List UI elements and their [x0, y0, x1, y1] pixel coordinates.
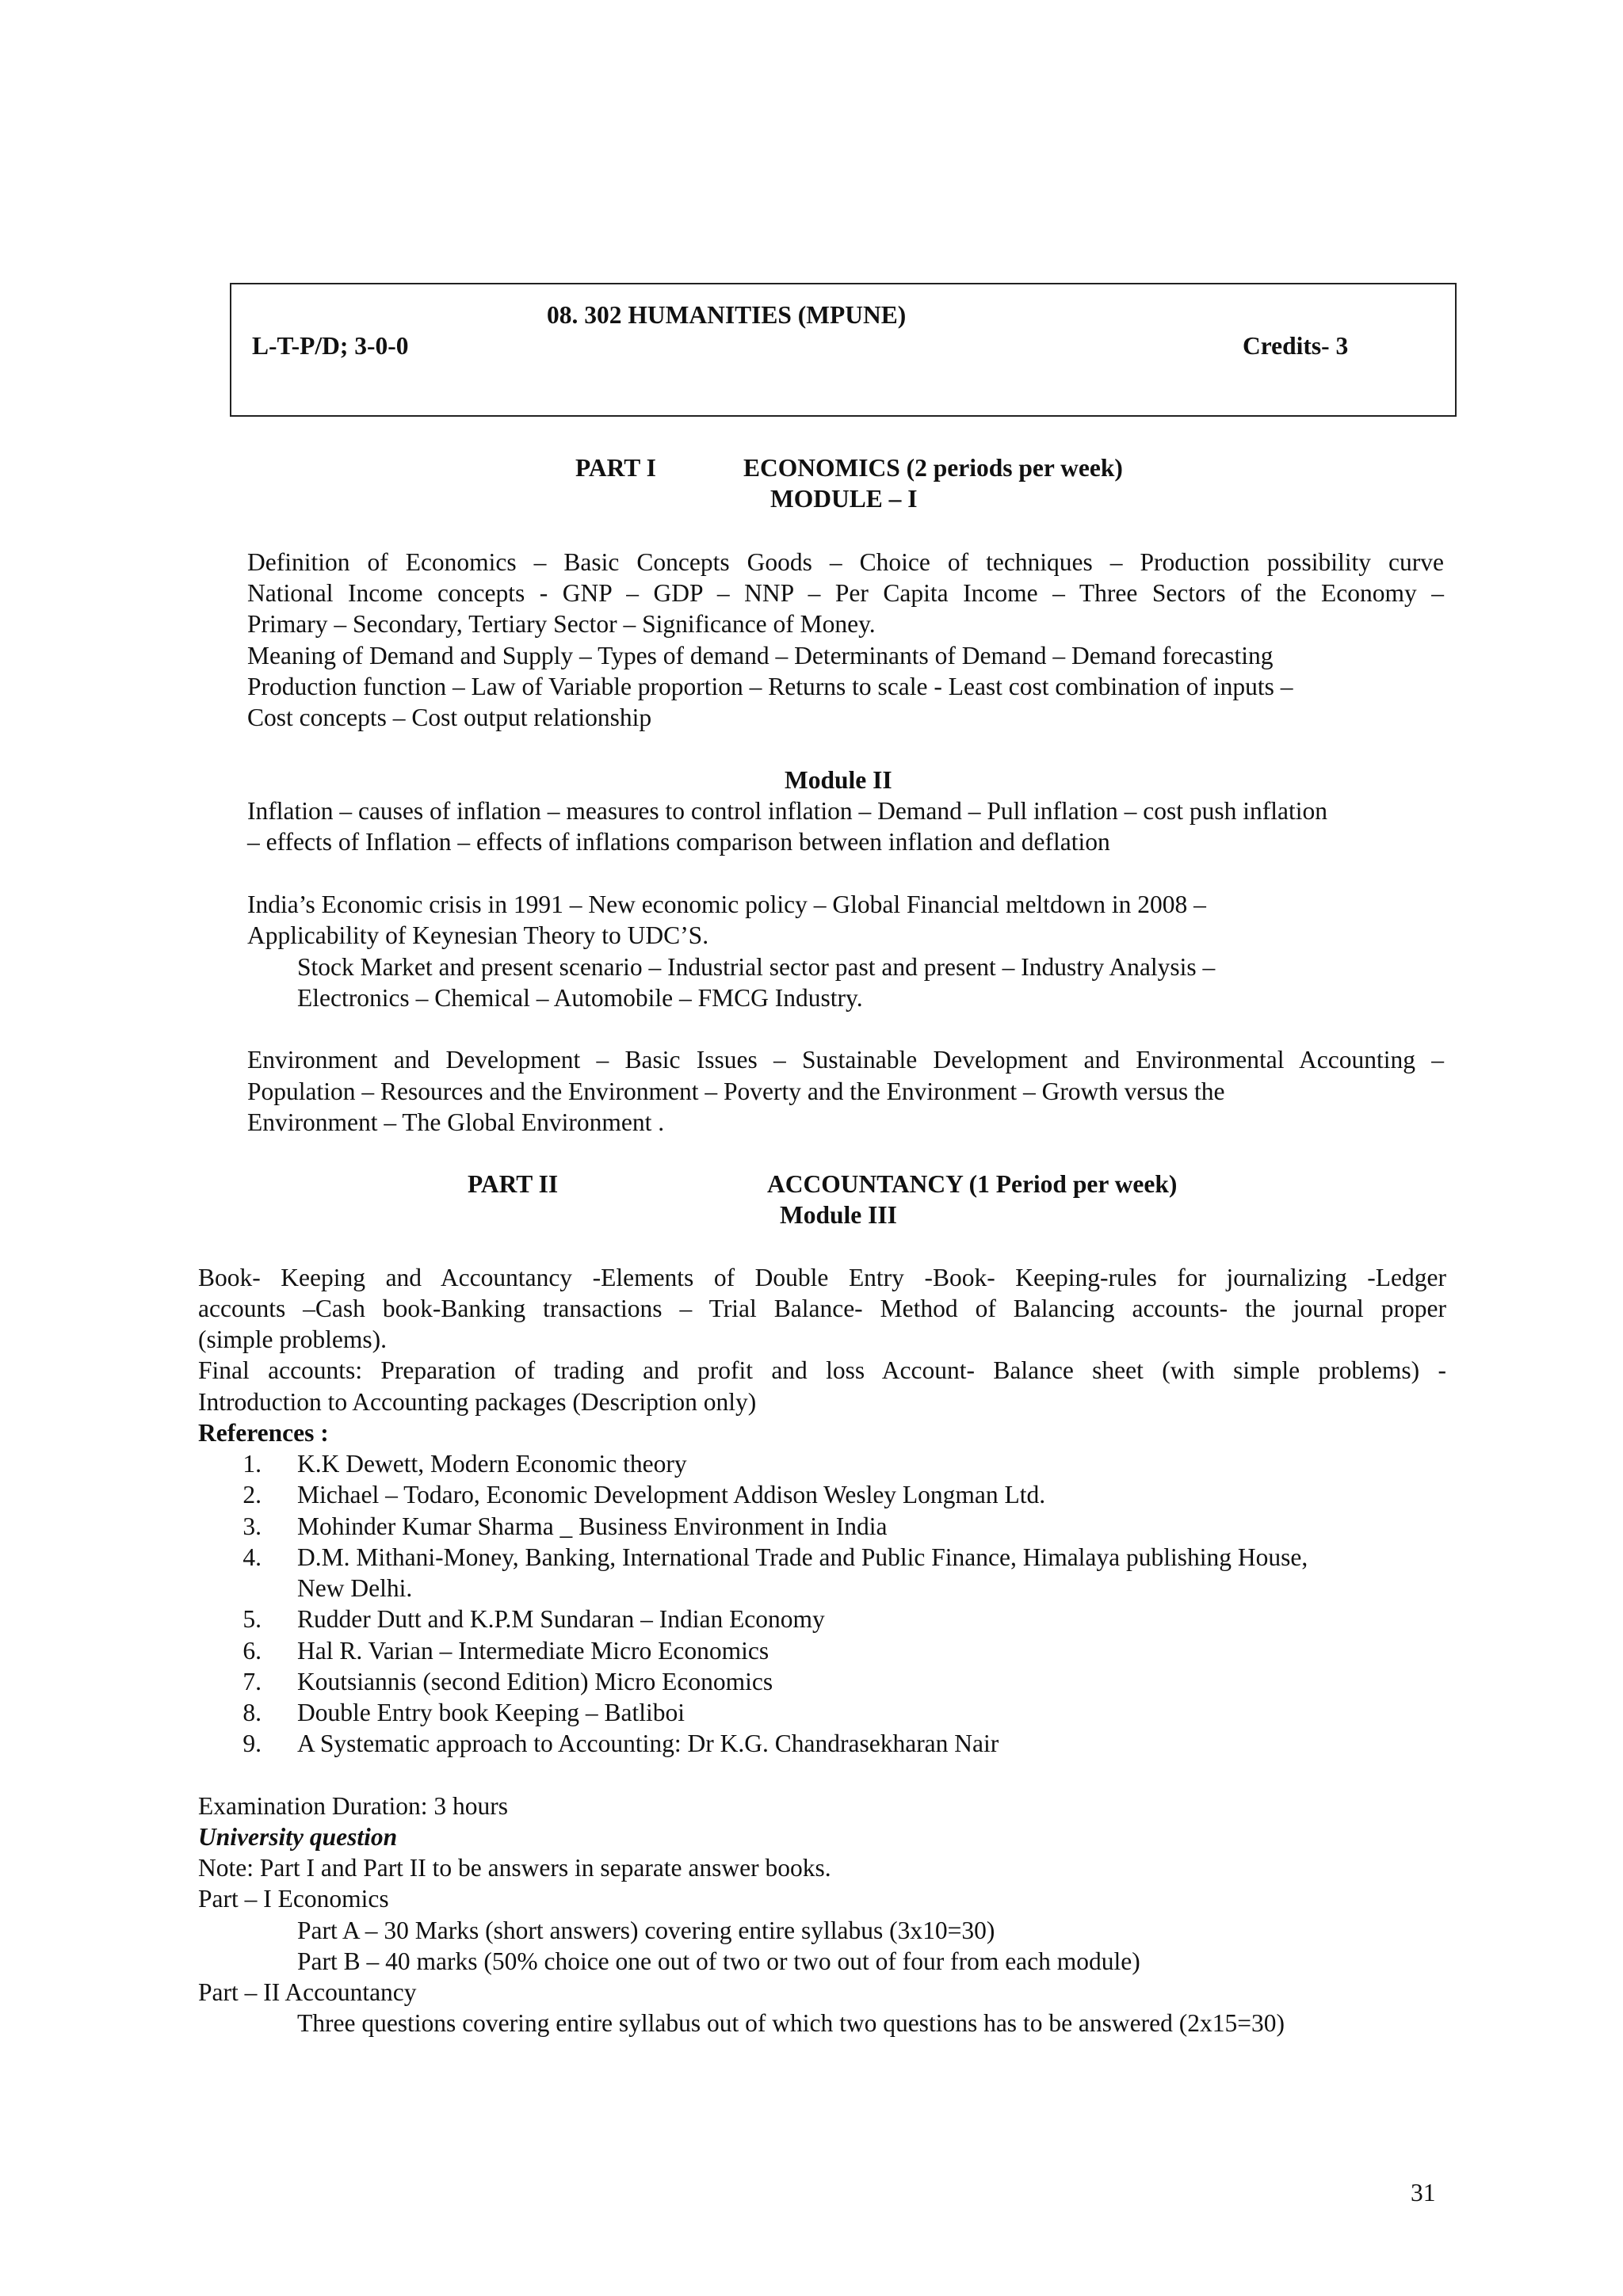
- module3-line: (simple problems).: [198, 1325, 387, 1353]
- reference-number: 2.: [242, 1481, 262, 1508]
- module2-line: Inflation – causes of inflation – measures to control inflation – Demand – Pull inflation – cost push inflation: [247, 797, 1327, 825]
- env-line: Environment and Development – Basic Issues – Sustainable Development and Environmental Accounting –: [247, 1046, 1444, 1074]
- stock-line: Electronics – Chemical – Automobile – FMCG Industry.: [297, 984, 863, 1012]
- part2-title: ACCOUNTANCY (1 Period per week): [767, 1170, 1178, 1198]
- module1-line: Primary – Secondary, Tertiary Sector – Significance of Money.: [247, 610, 876, 638]
- module2-line: – effects of Inflation – effects of inflations comparison between inflation and deflation: [247, 828, 1110, 856]
- reference-text: Michael – Todaro, Economic Development Addison Wesley Longman Ltd.: [297, 1481, 1046, 1508]
- reference-text-continued: New Delhi.: [297, 1574, 413, 1602]
- reference-text: D.M. Mithani-Money, Banking, International Trade and Public Finance, Himalaya publishing House,: [297, 1543, 1308, 1571]
- reference-number: 6.: [242, 1637, 262, 1665]
- module1-line: Definition of Economics – Basic Concepts Goods – Choice of techniques – Production possibility curve: [247, 548, 1444, 576]
- part2-label: PART II: [468, 1170, 559, 1198]
- reference-number: 9.: [242, 1730, 262, 1757]
- part1-title: ECONOMICS (2 periods per week): [743, 454, 1123, 482]
- module3-line: Introduction to Accounting packages (Description only): [198, 1388, 757, 1416]
- env-line: Population – Resources and the Environment – Poverty and the Environment – Growth versus the: [247, 1077, 1225, 1105]
- module1-line: Cost concepts – Cost output relationship: [247, 704, 652, 731]
- reference-number: 4.: [242, 1543, 262, 1571]
- stock-line: Stock Market and present scenario – Industrial sector past and present – Industry Analysis –: [297, 953, 1216, 981]
- reference-number: 8.: [242, 1699, 262, 1726]
- india-line: Applicability of Keynesian Theory to UDC’S.: [247, 921, 709, 949]
- reference-number: 1.: [242, 1450, 262, 1478]
- reference-text: Double Entry book Keeping – Batliboi: [297, 1699, 685, 1726]
- module3-line: Final accounts: Preparation of trading and profit and loss Account- Balance sheet (with simple problems) -: [198, 1356, 1446, 1384]
- exam-part1-a: Part A – 30 Marks (short answers) covering entire syllabus (3x10=30): [297, 1917, 995, 1944]
- course-title: 08. 302 HUMANITIES (MPUNE): [547, 301, 907, 329]
- reference-text: Rudder Dutt and K.P.M Sundaran – Indian Economy: [297, 1605, 825, 1633]
- module1-line: National Income concepts - GNP – GDP – NNP – Per Capita Income – Three Sectors of the Economy –: [247, 579, 1444, 607]
- module3-line: accounts –Cash book-Banking transactions – Trial Balance- Method of Balancing accounts- the journal proper: [198, 1295, 1446, 1322]
- exam-part1-b: Part B – 40 marks (50% choice one out of two or two out of four from each module): [297, 1947, 1140, 1975]
- reference-text: Koutsiannis (second Edition) Micro Economics: [297, 1668, 773, 1695]
- reference-text: Hal R. Varian – Intermediate Micro Economics: [297, 1637, 769, 1665]
- page-number: 31: [1411, 2179, 1436, 2206]
- module1-line: Meaning of Demand and Supply – Types of demand – Determinants of Demand – Demand forecasting: [247, 642, 1274, 669]
- module3-line: Book- Keeping and Accountancy -Elements of Double Entry -Book- Keeping-rules for journalizing -Ledger: [198, 1264, 1446, 1291]
- module1-title: MODULE – I: [770, 485, 918, 513]
- india-line: India’s Economic crisis in 1991 – New economic policy – Global Financial meltdown in 2008 –: [247, 891, 1206, 918]
- exam-note: Note: Part I and Part II to be answers in separate answer books.: [198, 1854, 831, 1882]
- ltp-label: L-T-P/D; 3-0-0: [252, 332, 409, 360]
- references-heading: References :: [198, 1419, 329, 1447]
- credits-label: Credits- 3: [1243, 332, 1349, 360]
- exam-part2-label: Part – II Accountancy: [198, 1978, 417, 2006]
- exam-part2-text: Three questions covering entire syllabus out of which two questions has to be answered (2x15=30): [297, 2009, 1285, 2037]
- module2-title: Module II: [785, 766, 892, 794]
- env-line: Environment – The Global Environment .: [247, 1108, 665, 1136]
- module1-line: Production function – Law of Variable proportion – Returns to scale - Least cost combination of inputs –: [247, 673, 1293, 700]
- reference-number: 7.: [242, 1668, 262, 1695]
- reference-text: Mohinder Kumar Sharma _ Business Environment in India: [297, 1512, 888, 1540]
- module3-title: Module III: [780, 1201, 897, 1229]
- reference-number: 3.: [242, 1512, 262, 1540]
- part1-label: PART I: [575, 454, 656, 482]
- university-question-heading: University question: [198, 1823, 398, 1851]
- reference-text: K.K Dewett, Modern Economic theory: [297, 1450, 687, 1478]
- reference-text: A Systematic approach to Accounting: Dr K.G. Chandrasekharan Nair: [297, 1730, 999, 1757]
- exam-duration: Examination Duration: 3 hours: [198, 1792, 509, 1820]
- reference-number: 5.: [242, 1605, 262, 1633]
- exam-part1-label: Part – I Economics: [198, 1885, 389, 1913]
